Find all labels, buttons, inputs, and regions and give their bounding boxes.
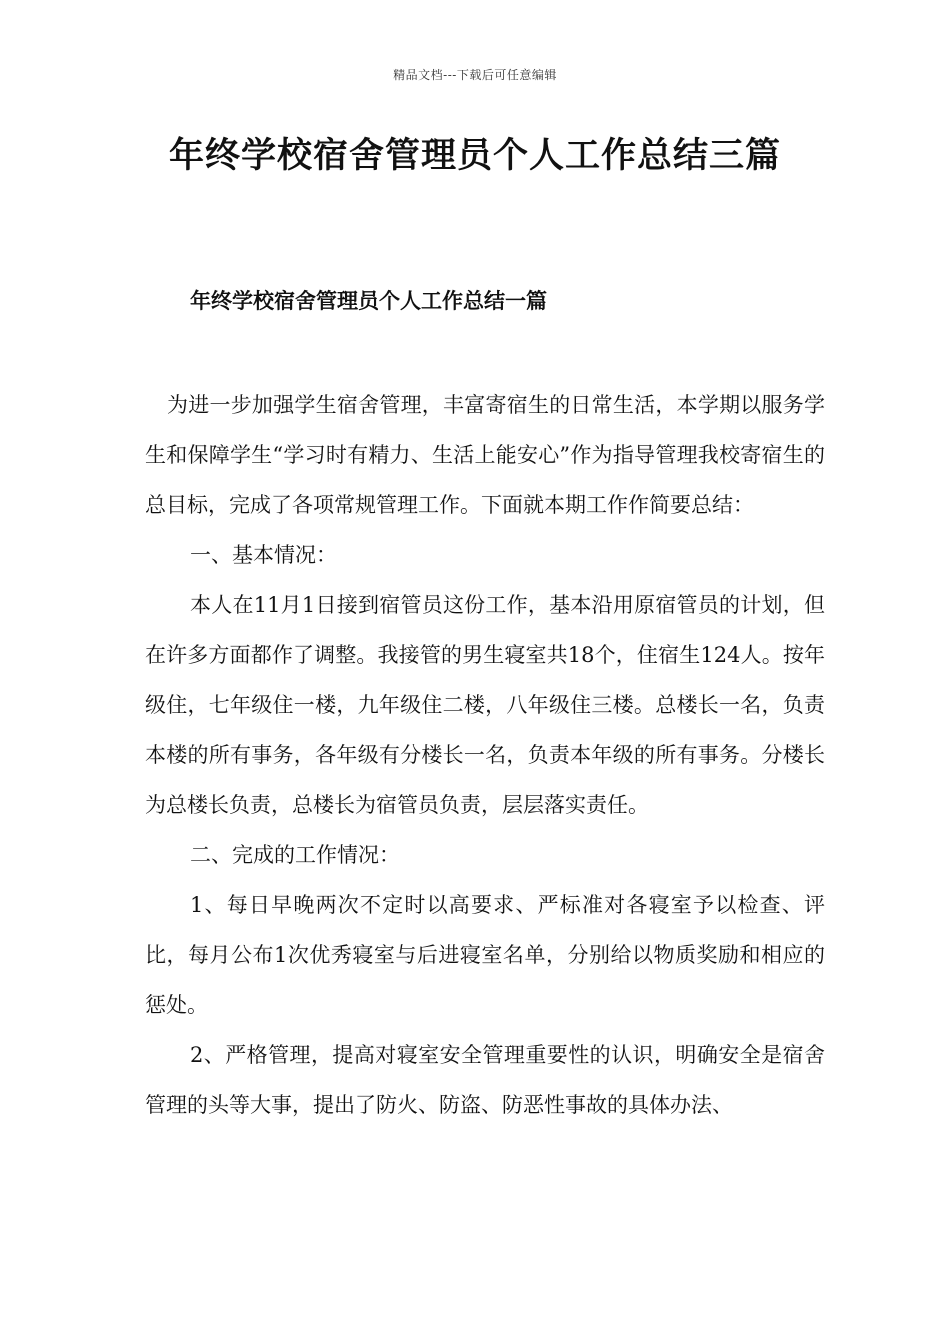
section-heading-completed-work: 二、完成的工作情况：	[190, 843, 400, 867]
header-note: 精品文档---下载后可任意编辑	[393, 68, 557, 82]
paragraph-item-2: 2、严格管理，提高对寝室安全管理重要性的认识，明确安全是宿舍管理的头等大事，提出了防火、防盗、防恶性事故的具体办法、	[145, 1043, 825, 1117]
paragraph-intro: 为进一步加强学生宿舍管理，丰富寄宿生的日常生活，本学期以服务学生和保障学生“学习时有精力、生活上能安心”作为指导管理我校寄宿生的总目标，完成了各项常规管理工作。下面就本期工作作简要总结：	[145, 393, 825, 517]
document-subtitle: 年终学校宿舍管理员个人工作总结一篇	[190, 288, 547, 313]
paragraph-basic-situation: 本人在11月1日接到宿管员这份工作，基本沿用原宿管员的计划，但在许多方面都作了调整。我接管的男生寝室共18个，住宿生124人。按年级住，七年级住一楼，九年级住二楼，八年级住三楼。总楼长一名，负责本楼的所有事务，各年级有分楼长一名，负责本年级的所有事务。分楼长为总楼长负责，总楼长为宿管员负责，层层落实责任。	[145, 593, 825, 817]
paragraph-item-1: 1、每日早晚两次不定时以高要求、严标准对各寝室予以检查、评比，每月公布1次优秀寝室与后进寝室名单，分别给以物质奖励和相应的惩处。	[145, 893, 825, 1017]
document-body	[145, 380, 825, 1130]
document-title: 年终学校宿舍管理员个人工作总结三篇	[168, 135, 781, 176]
section-heading-basic: 一、基本情况：	[190, 543, 337, 567]
